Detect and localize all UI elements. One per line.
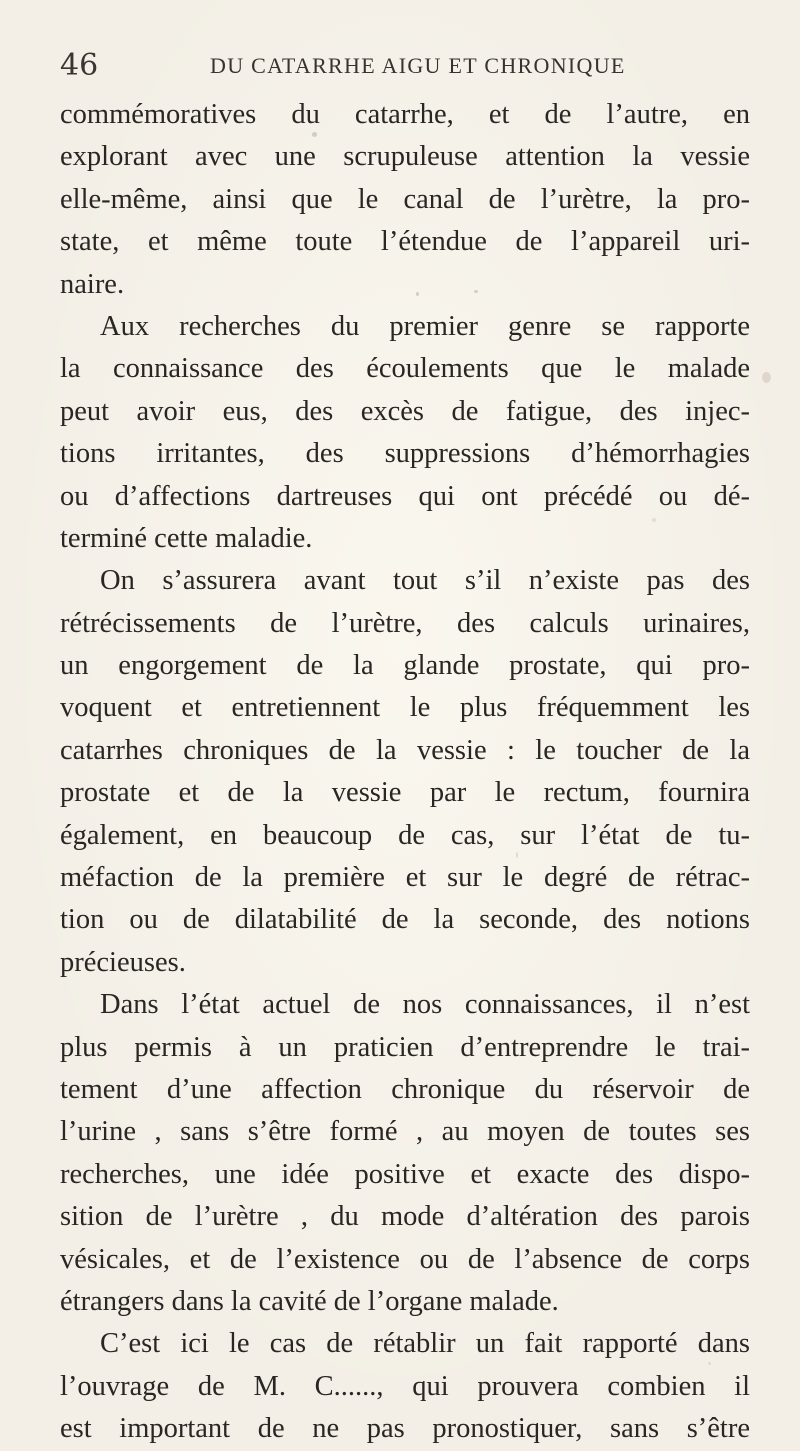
- text-line: également, en beaucoup de cas, sur l’état de tu-: [60, 819, 750, 851]
- text-line: catarrhes chroniques de la vessie : le toucher de la: [60, 734, 750, 766]
- text-line: plus permis à un praticien d’entreprendre le trai-: [60, 1031, 750, 1063]
- paragraph-start-line: On s’assurera avant tout s’il n’existe pas des: [100, 565, 750, 597]
- text-line: voquent et entretiennent le plus fréquemment les: [60, 692, 750, 724]
- text-line: est important de ne pas pronostiquer, sans s’être: [60, 1413, 750, 1445]
- text-line: ou d’affections dartreuses qui ont précédé ou dé-: [60, 480, 750, 512]
- body-text: [60, 94, 750, 1451]
- text-line: peut avoir eus, des excès de fatigue, des injec-: [60, 395, 750, 427]
- text-line: explorant avec une scrupuleuse attention la vessie: [60, 141, 750, 173]
- page-header: [60, 44, 750, 88]
- text-line: l’urine , sans s’être formé , au moyen de toutes ses: [60, 1116, 750, 1148]
- paragraph-start-line: C’est ici le cas de rétablir un fait rapporté dans: [100, 1328, 750, 1360]
- text-line: tions irritantes, des suppressions d’hémorrhagies: [60, 438, 750, 470]
- text-line: la connaissance des écoulements que le malade: [60, 353, 750, 385]
- text-line: vésicales, et de l’existence ou de l’absence de corps: [60, 1243, 750, 1275]
- text-line: recherches, une idée positive et exacte des dispo-: [60, 1158, 750, 1190]
- paragraph-start-line: Aux recherches du premier genre se rapporte: [100, 310, 750, 342]
- paragraph-start-line: Dans l’état actuel de nos connaissances, il n’est: [100, 989, 750, 1021]
- text-line: l’ouvrage de M. C......, qui prouvera combien il: [60, 1370, 750, 1402]
- paper-speck: [312, 132, 317, 137]
- text-line: rétrécissements de l’urètre, des calculs urinaires,: [60, 607, 750, 639]
- text-line: elle-même, ainsi que le canal de l’urètre, la pro-: [60, 183, 750, 215]
- paper-speck: [474, 290, 478, 293]
- text-line: étrangers dans la cavité de l’organe malade.: [60, 1285, 559, 1317]
- text-line: méfaction de la première et sur le degré de rétrac-: [60, 862, 750, 894]
- text-line: un engorgement de la glande prostate, qui pro-: [60, 650, 750, 682]
- running-title: DU CATARRHE AIGU ET CHRONIQUE: [210, 53, 626, 78]
- paper-speck: [416, 292, 419, 296]
- text-line: state, et même toute l’étendue de l’appareil uri-: [60, 226, 750, 258]
- text-line: sition de l’urètre , du mode d’altération des parois: [60, 1201, 750, 1233]
- paper-speck: [762, 372, 771, 383]
- page-number: 46: [60, 48, 99, 83]
- text-line: terminé cette maladie.: [60, 522, 313, 554]
- text-line: précieuses.: [60, 946, 186, 978]
- text-line: tion ou de dilatabilité de la seconde, des notions: [60, 904, 750, 936]
- paper-speck: [708, 1362, 711, 1365]
- text-line: prostate et de la vessie par le rectum, fournira: [60, 777, 750, 809]
- paper-speck: [516, 852, 518, 858]
- text-line: naire.: [60, 268, 125, 300]
- paper-speck: [652, 518, 656, 522]
- text-line: tement d’une affection chronique du réservoir de: [60, 1073, 750, 1105]
- text-line: commémoratives du catarrhe, et de l’autre, en: [60, 99, 750, 130]
